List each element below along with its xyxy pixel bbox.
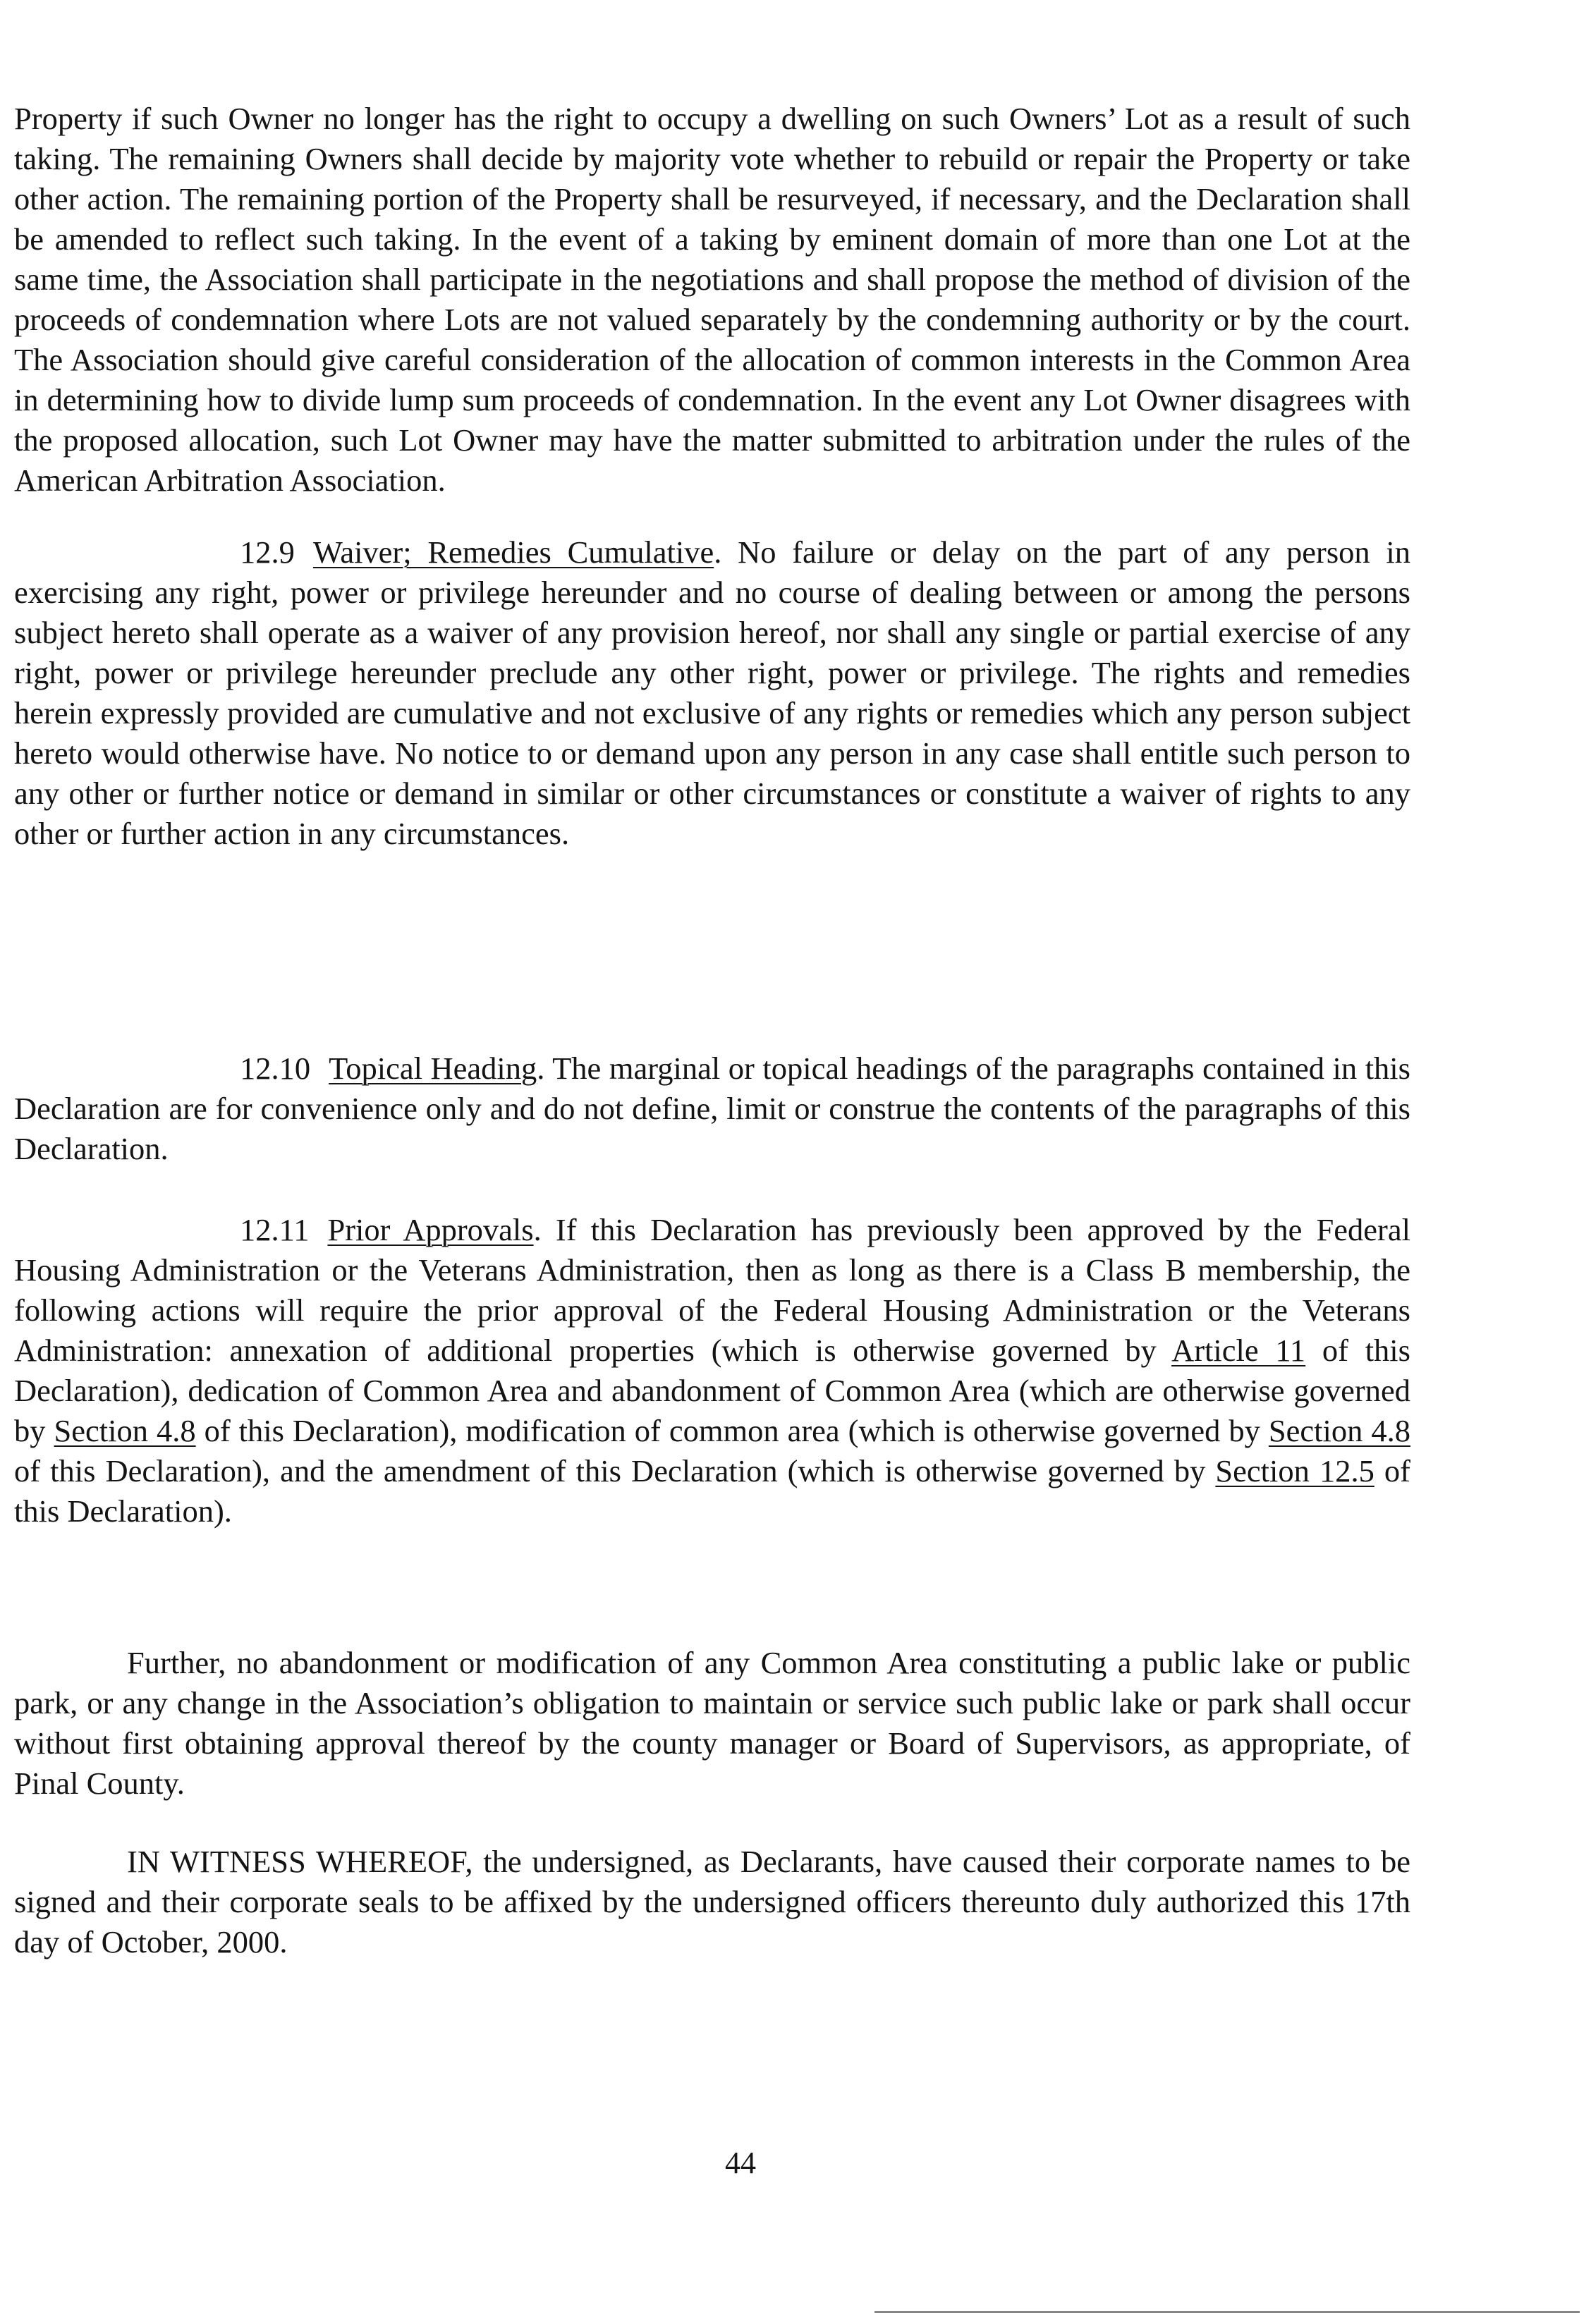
section-number: 12.10 (240, 1051, 311, 1086)
witness-paragraph: IN WITNESS WHEREOF, the undersigned, as Declarants, have caused their corporate names to be signed and their corporate seals to be affixed by the undersigned officers thereunto duly authorized this 17th day of October, 2000. (14, 1844, 1410, 1959)
section-heading: Prior Approvals (327, 1212, 534, 1247)
section-reference: Section 4.8 (54, 1413, 196, 1448)
section-body: . No failure or delay on the part of any person in exercising any right, power or privilege hereunder and no course of dealing between or among the persons subject hereto shall operate as a waiver of any provision hereof, nor shall any single or partial exercise of any right, power or privilege hereunder preclude any other right, power or privilege. The rights and remedies herein expressly provided are cumulative and not exclusive of any rights or remedies which any person subject hereto would otherwise have. No notice to or demand upon any person in any case shall entitle such person to any other or further notice or demand in similar or other circumstances or constitute a waiver of rights to any other or further action in any circumstances. (14, 534, 1410, 851)
section-body: of this Declaration). (14, 1453, 1410, 1529)
section-12-11-paragraph (14, 1210, 1410, 1531)
section-number: 12.11 (240, 1212, 310, 1247)
section-body: of this Declaration), and the amendment of this Declaration (which is otherwise governed by (14, 1453, 1216, 1488)
section-body: . If this Declaration has previously been approved by the Federal Housing Administration or the Veterans Administration, then as long as there is a Class B membership, the following actions will require the prior approval of the Federal Housing Administration or the Veterans Administration: annexation of additional properties (which is otherwise governed by (14, 1212, 1410, 1368)
section-body: of this Declaration), modification of common area (which is otherwise governed by (195, 1413, 1269, 1448)
section-12-9-paragraph (14, 532, 1410, 854)
section-body: . The marginal or topical headings of the paragraphs contained in this Declaration are for convenience only and do not define, limit or construe the contents of the paragraphs of this Declaration. (14, 1051, 1410, 1166)
section-12-10-paragraph (14, 1048, 1410, 1169)
section-heading: Waiver; Remedies Cumulative (312, 534, 714, 570)
section-heading: Topical Heading (329, 1051, 537, 1086)
section-number: 12.9 (240, 534, 295, 570)
article-reference: Article 11 (1171, 1333, 1306, 1368)
further-paragraph: Further, no abandonment or modification of any Common Area constituting a public lake or public park, or any change in the Association’s obligation to maintain or service such public lake or park shall occur without first obtaining approval thereof by the county manager or Board of Supervisors, as appropriate, of Pinal County. (14, 1645, 1410, 1801)
section-reference: Section 12.5 (1215, 1453, 1374, 1488)
footer-rule (874, 2311, 1580, 2313)
continuation-paragraph: Property if such Owner no longer has the right to occupy a dwelling on such Owners’ Lot as a result of such taking. The remaining Owners shall decide by majority vote whether to rebuild or repair the Property or take other action. The remaining portion of the Property shall be resurveyed, if necessary, and the Declaration shall be amended to reflect such taking. In the event of a taking by eminent domain of more than one Lot at the same time, the Association shall participate in the negotiations and shall propose the method of division of the proceeds of condemnation where Lots are not valued separately by the condemning authority or by the court. The Association should give careful consideration of the allocation of common interests in the Common Area in determining how to divide lump sum proceeds of condemnation. In the event any Lot Owner disagrees with the proposed allocation, such Lot Owner may have the matter submitted to arbitration under the rules of the American Arbitration Association. (14, 101, 1410, 498)
page-number: 44 (725, 2146, 756, 2180)
section-body: of this Declaration), dedication of Common Area and abandonment of Common Area (which are otherwise governed by (14, 1333, 1410, 1448)
section-reference: Section 4.8 (1268, 1413, 1410, 1448)
